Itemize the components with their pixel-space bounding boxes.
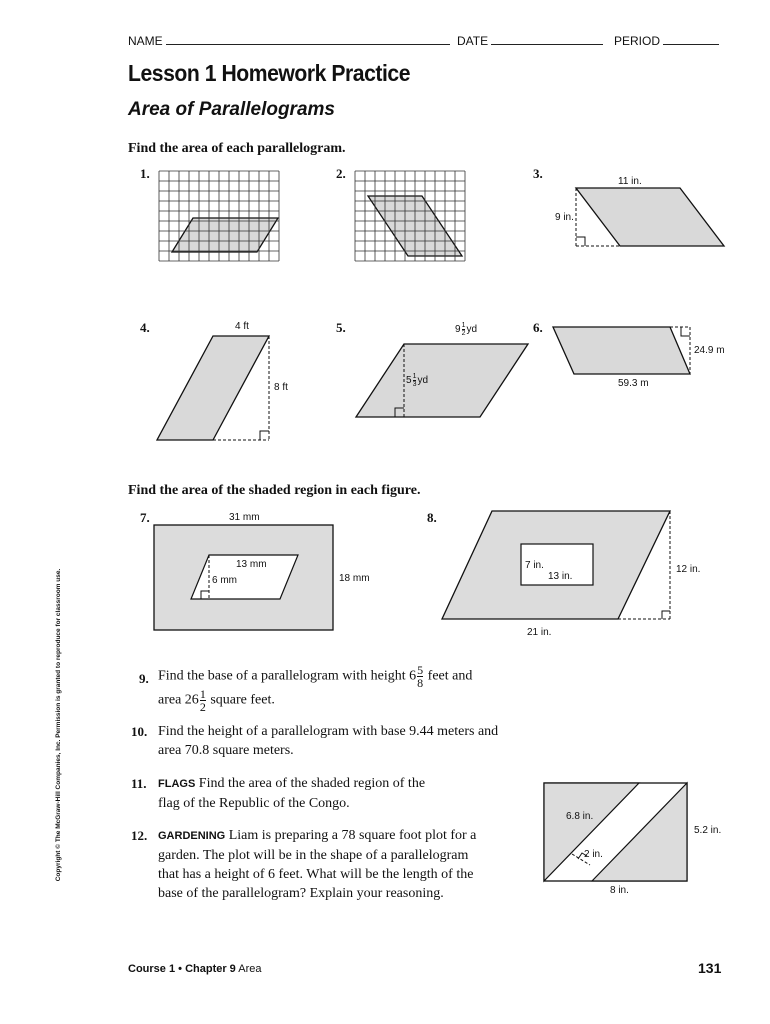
- problem-11-text: FLAGS Find the area of the shaded region of the flag of the Republic of the Congo.: [158, 776, 426, 811]
- problem-10-text: Find the height of a parallelogram with base 9.44 meters and area 70.8 square meters.: [158, 724, 499, 758]
- flag-height-label: 5.2 in.: [694, 825, 722, 836]
- problem-1-number: 1.: [140, 166, 150, 181]
- problem-6-base-label: 59.3 m: [618, 378, 649, 389]
- page-subtitle: Area of Parallelograms: [128, 99, 335, 120]
- problem-1-grid-figure: [158, 170, 281, 262]
- copyright-notice: Copyright © The McGraw-Hill Companies, Inc. Permission is granted to reproduce for classroom use.: [55, 568, 62, 882]
- problem-12-text: GARDENING Liam is preparing a 78 square foot plot for a garden. The plot will be in the shape of a parallelogram that has a height of 6 feet. What will be the length of the base of the parallelogram? Explain your reasoning.: [158, 828, 477, 901]
- flag-base-label: 8 in.: [610, 885, 629, 896]
- problem-5-height-label: 5 $\frac{1}{3}$ yd: [406, 373, 429, 388]
- flag-width-label: 2 in.: [584, 849, 603, 860]
- problem-4-base-label: 4 ft: [235, 321, 249, 332]
- problem-11-number: 11.: [131, 776, 147, 791]
- page-number: 131: [698, 960, 722, 976]
- problem-4-number: 4.: [140, 320, 150, 335]
- problem-6-number: 6.: [533, 320, 543, 335]
- date-line: [491, 34, 603, 45]
- problem-8-height-label: 12 in.: [676, 564, 701, 575]
- problem-11-keyword: FLAGS: [158, 778, 196, 790]
- problem-8-rect-width-label: 13 in.: [548, 571, 573, 582]
- period-label: PERIOD: [614, 34, 661, 48]
- problem-7-width-label: 31 mm: [229, 512, 260, 523]
- problem-7-inner-base-label: 13 mm: [236, 559, 267, 570]
- problem-7-inner-height-label: 6 mm: [212, 575, 237, 586]
- period-line: [663, 34, 719, 45]
- problem-6-parallelogram: [550, 323, 695, 377]
- date-label: DATE: [457, 34, 489, 48]
- problem-8-rect-height-label: 7 in.: [525, 560, 544, 571]
- problem-4-height-label: 8 ft: [274, 382, 288, 393]
- problem-12-number: 12.: [131, 828, 148, 843]
- name-label: NAME: [128, 34, 163, 48]
- congo-flag-figure: [542, 781, 690, 883]
- problem-3-height-label: 9 in.: [555, 212, 574, 223]
- problem-2-number: 2.: [336, 166, 346, 181]
- problem-7-height-label: 18 mm: [339, 573, 370, 584]
- problem-9-text: Find the base of a parallelogram with height 6 $\frac{5}{8}$ feet and area 26 $\frac{1}{2}$ square feet.: [158, 663, 473, 714]
- problem-3-base-label: 11 in.: [618, 176, 642, 187]
- problem-2-grid-figure: [354, 170, 467, 262]
- section1-instruction: Find the area of each parallelogram.: [128, 141, 346, 156]
- problem-5-number: 5.: [336, 320, 346, 335]
- footer-course: Course 1 • Chapter 9 Area: [128, 963, 262, 975]
- problem-12-keyword: GARDENING: [158, 830, 226, 842]
- problem-3-number: 3.: [533, 166, 543, 181]
- flag-side-label: 6.8 in.: [566, 811, 594, 822]
- date-row: [457, 34, 603, 48]
- problem-9-number: 9.: [139, 671, 149, 686]
- problem-10-number: 10.: [131, 724, 148, 739]
- problem-3-parallelogram: [572, 185, 730, 250]
- problem-8-figure: [440, 508, 676, 622]
- problem-8-number: 8.: [427, 510, 437, 525]
- name-line: [166, 34, 450, 45]
- problem-6-height-label: 24.9 m: [694, 345, 725, 356]
- problem-5-base-label: 9 $\frac{1}{2}$ yd: [455, 322, 478, 337]
- problem-4-parallelogram: [155, 332, 275, 444]
- problem-7-number: 7.: [140, 510, 150, 525]
- name-row: [128, 34, 450, 48]
- section2-instruction: Find the area of the shaded region in each figure.: [128, 483, 421, 498]
- problem-7-figure: [152, 523, 336, 633]
- period-row: [614, 34, 719, 48]
- problem-5-parallelogram: [352, 340, 532, 420]
- problem-8-base-label: 21 in.: [527, 627, 552, 638]
- page-title: Lesson 1 Homework Practice: [128, 60, 411, 86]
